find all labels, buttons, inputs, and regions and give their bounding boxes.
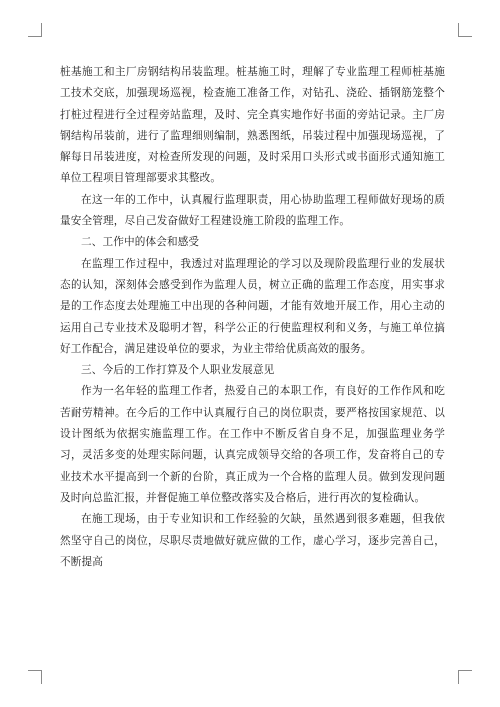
paragraph-summary: 在这一年的工作中，认真履行监理职责，用心协助监理工程师做好现场的质量安全管理，尽自己发奋做好工程建设施工阶段的监理工作。 — [60, 193, 445, 228]
crop-mark-bottom-left-h — [28, 670, 42, 671]
crop-mark-top-right-v — [458, 23, 459, 37]
paragraph-experience: 在监理工作过程中，我透过对监理理论的学习以及现阶段监理行业的发展状态的认知，深刻体会感受到作为监理人员，树立正确的监理工作态度，用实事求是的工作态度去处理施工中出现的各种问题，才能有效地开展工作，用心主动的运用自己专业技术及聪明才智，科学公正的行使监理权利和义务，与施工单位搞好工作配合，满足建设单位的要求，为业主带给优质高效的服务。 — [60, 257, 445, 355]
crop-mark-top-left-v — [41, 23, 42, 37]
section-heading-3: 三、今后的工作打算及个人职业发展意见 — [81, 364, 275, 377]
section-heading-2: 二、工作中的体会和感受 — [81, 236, 200, 249]
crop-mark-bottom-right-h — [458, 670, 472, 671]
paragraph-plans: 作为一名年轻的监理工作者，热爱自己的本职工作，有良好的工作作风和吃苦耐劳精神。在今后的工作中认真履行自己的岗位职责，要严格按国家规范、以设计图纸为依据实施监理工作。在工作中不断反省自身不足，加强监理业务学习，灵活多变的处理实际问题，认真完成领导交给的各项工作，发奋将自己的专业技术水平提高到一个新的台阶，真正成为一个合格的监理人员。做到发现问题及时向总监汇报，并督促施工单位整改落实及合格后，进行再次的复检确认。 — [60, 385, 445, 504]
crop-mark-top-left-h — [28, 36, 42, 37]
document-body — [60, 62, 445, 573]
crop-mark-top-right-h — [458, 36, 472, 37]
paragraph-site: 在施工现场，由于专业知识和工作经验的欠缺，虽然遇到很多难题，但我依然坚守自己的岗位，尽职尽责地做好就应做的工作，虚心学习，逐步完善自己，不断提高 — [60, 513, 445, 568]
crop-mark-bottom-right-v — [458, 670, 459, 684]
paragraph-continued: 桩基施工和主厂房钢结构吊装监理。桩基施工时，理解了专业监理工程师桩基施工技术交底，加强现场巡视，检查施工准备工作，对钻孔、浇砼、插钢筋笼整个打桩过程进行全过程旁站监理，及时、完全真实地作好书面的旁站记录。主厂房钢结构吊装前，进行了监理细则编制，熟悉图纸，吊装过程中加强现场巡视，了解每日吊装进度，对检查所发现的问题，及时采用口头形式或书面形式通知施工单位工程项目管理部要求其整改。 — [60, 66, 445, 185]
crop-mark-bottom-left-v — [41, 670, 42, 684]
